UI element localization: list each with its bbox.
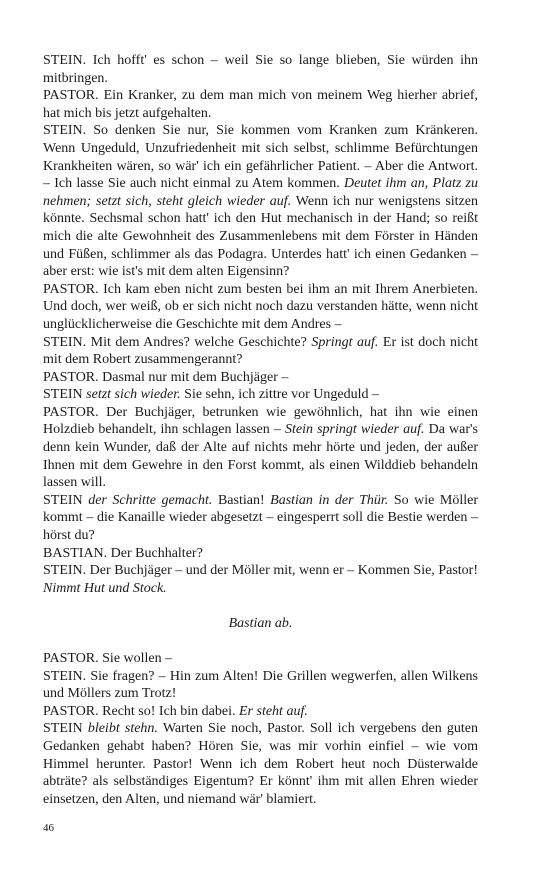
dialogue-paragraph	[43, 281, 478, 334]
stage-direction-inline: Er steht auf.	[239, 703, 308, 719]
dialogue-paragraph	[43, 334, 478, 369]
dialogue-text: PASTOR. Ich kam eben nicht zum besten bei ihm an mit Ihrem Anerbieten. Und doch, wer weiß, ob er sich nicht noch dazu verstanden hätte, wenn nicht unglücklicherweise die Geschichte mit dem Andres –	[43, 281, 478, 332]
dialogue-text: STEIN. Sie fragen? – Hin zum Alten! Die Grillen wegwerfen, allen Wilkens und Möllers zum Trotz!	[43, 668, 478, 702]
dialogue-text: STEIN. So denken Sie nur, Sie kommen vom Kranken zum Kränkeren. Wenn Ungeduld, Unzufriedenheit mit sich selbst, schlimme Befürchtungen Krankheiten wären, so wär' ich ein gefährlicher Patient. – Aber die Antwort. – Ich lasse Sie auch nicht einmal zu Atem kommen.	[43, 123, 478, 192]
dialogue-text: PASTOR. Sie wollen –	[43, 651, 173, 666]
dialogue-text: STEIN. Ich hofft' es schon – weil Sie so lange blieben, Sie würden ihn mitbringen.	[43, 53, 478, 86]
dialogue-paragraph	[43, 545, 478, 563]
dialogue-paragraph	[43, 668, 478, 703]
dialogue-text: PASTOR. Recht so! Ich bin dabei.	[43, 703, 239, 719]
dialogue-text: Warten Sie noch, Pastor. Soll ich vergebens den guten Gedanken gehabt haben? Hören Sie, was mir vorhin einfiel – wie vom Himmel herunter. Pastor! Wenn ich dem Robert heut noch Düsterwalde abträte? als selbständiges Eigentum? Er könnt' ihm mit allen Ehren wieder einsetzen, den Alten, und niemand wär' blamiert.	[43, 721, 478, 807]
dialogue-text: STEIN	[43, 721, 88, 737]
dialogue-paragraph	[43, 87, 478, 122]
dialogue-text: So wie Möller kommt – die Kanaille wieder abgesetzt – eingesperrt soll die Bestie werden – hörst du?	[43, 492, 478, 544]
dialogue-text: Wenn ich nur wenigstens sitzen könnte. Sechsmal schon hatt' ich den Hut mechanisch in der Hand; so reißt mich die alte Gewohnheit des Zusammenlebens mit dem Förster in Händen und Füßen, schlimmer als das Podagra. Unterdes hatt' ich einen Gedanken – aber erst: wie ist's mit dem alten Eigensinn?	[43, 193, 478, 280]
stage-direction-inline: der Schritte gemacht.	[88, 492, 213, 508]
page-body	[43, 52, 478, 808]
dialogue-paragraph	[43, 404, 478, 492]
dialogue-paragraph	[43, 122, 478, 280]
dialogue-paragraph	[43, 386, 478, 404]
dialogue-text: PASTOR. Ein Kranker, zu dem man mich von meinem Weg hierher abrief, hat mich bis jetzt aufgehalten.	[43, 88, 478, 121]
dialogue-text: STEIN. Der Buchjäger – und der Möller mit, wenn er – Kommen Sie, Pastor!	[43, 563, 478, 579]
dialogue-block-2	[43, 650, 478, 808]
stage-direction-inline: Stein springt wieder auf.	[285, 422, 425, 438]
stage-direction-inline: Nimmt Hut und Stock.	[43, 580, 167, 596]
page-number: 46	[43, 822, 54, 834]
stage-direction-inline: Deutet ihm an, Platz zu nehmen; setzt sich, steht gleich wieder auf.	[43, 176, 478, 209]
dialogue-paragraph	[43, 720, 478, 808]
stage-direction: Bastian ab.	[228, 616, 293, 632]
dialogue-text: PASTOR. Dasmal nur mit dem Buchjäger –	[43, 369, 289, 385]
dialogue-paragraph	[43, 52, 478, 87]
stage-direction-inline: setzt sich wieder.	[86, 387, 181, 403]
dialogue-text: Sie sehn, ich zittre vor Ungeduld –	[180, 387, 379, 403]
dialogue-paragraph	[43, 562, 478, 597]
dialogue-text: Er ist doch nicht mit dem Robert zusammengerannt?	[43, 334, 478, 368]
dialogue-text: STEIN. Mit dem Andres? welche Geschichte?	[43, 334, 312, 350]
stage-direction-inline: Bastian in der Thür.	[270, 492, 389, 508]
dialogue-text: Bastian!	[212, 492, 271, 508]
dialogue-text: STEIN	[43, 492, 89, 508]
stage-direction-inline: Springt auf.	[311, 334, 379, 350]
stage-direction-inline: bleibt stehn.	[87, 721, 158, 737]
dialogue-block-1	[43, 52, 478, 597]
dialogue-text: PASTOR. Der Buchjäger, betrunken wie gewöhnlich, hat ihn wie einen Holzdieb behandelt, ihn schlagen lassen –	[43, 404, 478, 438]
dialogue-text: Da war's denn kein Wunder, daß der Alte auf nichts mehr hörte und jeden, der außer Ihnen mit dem Gewehre in den Forst kommt, als einen Wilddieb behandeln lassen will.	[43, 422, 479, 491]
dialogue-paragraph	[43, 492, 478, 545]
dialogue-paragraph	[43, 650, 478, 668]
dialogue-paragraph	[43, 369, 478, 387]
dialogue-text: BASTIAN. Der Buchhalter?	[43, 545, 203, 561]
dialogue-text: STEIN	[43, 387, 87, 403]
dialogue-paragraph	[43, 703, 478, 721]
